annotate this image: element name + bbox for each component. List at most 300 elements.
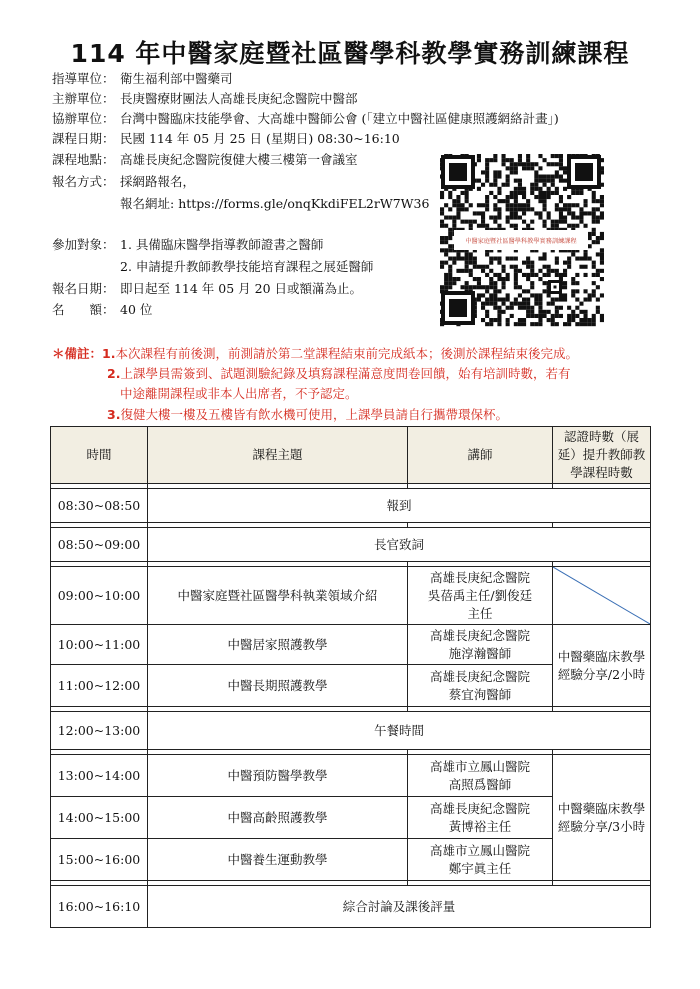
qr-module xyxy=(493,298,497,302)
qr-module xyxy=(477,203,481,207)
qr-module xyxy=(538,277,542,281)
qr-module xyxy=(452,220,456,224)
qr-code[interactable] xyxy=(438,152,604,328)
qr-module xyxy=(481,183,485,187)
qr-module xyxy=(575,306,579,310)
qr-module xyxy=(469,273,473,277)
hours-cell-2h: 中醫藥臨床教學經驗分享/2小時 xyxy=(553,625,651,707)
qr-module xyxy=(448,232,452,236)
qr-module xyxy=(559,207,563,211)
qr-module xyxy=(592,232,596,236)
qr-module xyxy=(440,207,444,211)
qr-module xyxy=(584,211,588,215)
qr-module xyxy=(543,257,547,261)
qr-module xyxy=(514,179,518,183)
empty-hours-cell xyxy=(553,567,651,625)
qr-module xyxy=(514,216,518,220)
qr-module xyxy=(530,273,534,277)
qr-module xyxy=(493,170,497,174)
qr-module xyxy=(584,298,588,302)
qr-module xyxy=(510,207,514,211)
qr-module xyxy=(485,175,489,179)
qr-module xyxy=(477,158,481,162)
qr-module xyxy=(502,285,506,289)
signup-link[interactable]: https://forms.gle/onqKkdiFEL2rW7W36 xyxy=(178,196,430,211)
qr-module xyxy=(510,195,514,199)
qr-module xyxy=(526,261,530,265)
qr-module xyxy=(465,281,469,285)
qr-module xyxy=(489,257,493,261)
qr-module xyxy=(461,220,465,224)
qr-module xyxy=(485,302,489,306)
qr-module xyxy=(543,179,547,183)
qr-module xyxy=(596,236,600,240)
qr-module xyxy=(497,261,501,265)
qr-module xyxy=(448,228,452,232)
qr-module xyxy=(551,162,555,166)
qr-module xyxy=(514,162,518,166)
qr-module xyxy=(547,211,551,215)
qr-module xyxy=(526,289,530,293)
qr-module xyxy=(452,261,456,265)
qr-module xyxy=(502,281,506,285)
qr-module xyxy=(522,207,526,211)
qr-module xyxy=(567,306,571,310)
qr-module xyxy=(543,281,547,285)
qr-module xyxy=(584,314,588,318)
qr-module xyxy=(526,162,530,166)
qr-module xyxy=(493,207,497,211)
qr-module xyxy=(579,257,583,261)
qr-module xyxy=(514,322,518,326)
qr-module xyxy=(485,166,489,170)
qr-module xyxy=(452,199,456,203)
qr-module xyxy=(440,285,444,289)
qr-module xyxy=(493,306,497,310)
qr-module xyxy=(518,216,522,220)
qr-module xyxy=(514,199,518,203)
qr-module xyxy=(444,248,448,252)
header-hours: 認證時數（展延）提升教師教學課程時數 xyxy=(553,427,651,484)
qr-module xyxy=(489,302,493,306)
table-row: 08:50~09:00 長官致詞 xyxy=(51,528,651,562)
qr-module xyxy=(526,310,530,314)
qr-module xyxy=(448,265,452,269)
qr-module xyxy=(526,199,530,203)
table-row: 08:30~08:50 報到 xyxy=(51,489,651,523)
qr-module xyxy=(530,207,534,211)
qr-module xyxy=(567,261,571,265)
qr-module xyxy=(485,273,489,277)
qr-module xyxy=(555,207,559,211)
qr-module xyxy=(510,166,514,170)
qr-module xyxy=(497,314,501,318)
qr-module xyxy=(592,273,596,277)
qr-module xyxy=(448,269,452,273)
qr-module xyxy=(522,322,526,326)
qr-module xyxy=(518,302,522,306)
qr-module xyxy=(575,216,579,220)
qr-module xyxy=(547,216,551,220)
qr-module xyxy=(543,158,547,162)
qr-module xyxy=(510,158,514,162)
qr-module xyxy=(448,191,452,195)
qr-module xyxy=(530,183,534,187)
qr-module xyxy=(571,252,575,256)
qr-module xyxy=(596,220,600,224)
qr-module xyxy=(522,162,526,166)
qr-module xyxy=(444,203,448,207)
qr-module xyxy=(514,195,518,199)
qr-module xyxy=(530,166,534,170)
qr-module xyxy=(579,207,583,211)
qr-module xyxy=(493,195,497,199)
qr-module xyxy=(444,285,448,289)
qr-module xyxy=(440,261,444,265)
qr-module xyxy=(592,191,596,195)
qr-module xyxy=(600,203,604,207)
qr-module xyxy=(510,211,514,215)
qr-module xyxy=(559,306,563,310)
qr-module xyxy=(485,224,489,228)
qr-module xyxy=(551,220,555,224)
qr-module xyxy=(563,322,567,326)
qr-module xyxy=(473,265,477,269)
qr-module xyxy=(444,216,448,220)
qr-module xyxy=(592,211,596,215)
note-1: ＊備註：1.本次課程有前後測，前測請於第二堂課程結束前完成紙本；後測於課程結束後完成。 xyxy=(52,346,578,361)
qr-module xyxy=(522,203,526,207)
qr-module xyxy=(485,199,489,203)
qr-module xyxy=(579,302,583,306)
note-3: 3.復健大樓一樓及五樓皆有飲水機可使用，上課學員請自行攜帶環保杯。 xyxy=(107,407,508,422)
info-signup: 報名方式： 採網路報名， xyxy=(52,174,196,189)
qr-module xyxy=(555,170,559,174)
qr-module xyxy=(518,207,522,211)
qr-module xyxy=(522,195,526,199)
qr-module xyxy=(452,203,456,207)
qr-module xyxy=(571,216,575,220)
qr-module xyxy=(526,203,530,207)
qr-module xyxy=(510,265,514,269)
qr-module xyxy=(493,257,497,261)
qr-module xyxy=(456,277,460,281)
qr-module xyxy=(555,257,559,261)
qr-module xyxy=(588,293,592,297)
qr-module xyxy=(534,302,538,306)
qr-module xyxy=(518,269,522,273)
qr-module xyxy=(448,236,452,240)
qr-module xyxy=(538,154,542,158)
qr-module xyxy=(543,175,547,179)
qr-module xyxy=(592,261,596,265)
info-date: 課程日期： 民國 114 年 05 月 25 日 (星期日) 08:30~16:10 xyxy=(52,131,400,146)
qr-module xyxy=(563,273,567,277)
qr-module xyxy=(506,158,510,162)
qr-module xyxy=(440,191,444,195)
qr-module xyxy=(489,261,493,265)
qr-module xyxy=(506,199,510,203)
qr-module xyxy=(600,314,604,318)
qr-module xyxy=(502,269,506,273)
table-row: 14:00~15:00 中醫高齡照護教學 高雄長庚紀念醫院 黃博裕主任 xyxy=(51,797,651,839)
qr-module xyxy=(518,154,522,158)
qr-module xyxy=(489,322,493,326)
qr-module xyxy=(452,216,456,220)
qr-module xyxy=(555,220,559,224)
qr-module xyxy=(592,314,596,318)
qr-module xyxy=(485,289,489,293)
qr-module xyxy=(592,281,596,285)
qr-module xyxy=(579,191,583,195)
qr-module xyxy=(440,195,444,199)
qr-module xyxy=(571,314,575,318)
qr-module xyxy=(514,166,518,170)
qr-module xyxy=(485,314,489,318)
qr-module xyxy=(510,216,514,220)
info-host: 主辦單位： 長庚醫療財團法人高雄長庚紀念醫院中醫部 xyxy=(52,91,358,106)
qr-module xyxy=(600,248,604,252)
table-row: 13:00~14:00 中醫預防醫學教學 高雄市立鳳山醫院 高照爲醫師 中醫藥臨床教學經驗分享/3小時 xyxy=(51,755,651,797)
info-target-1: 參加對象： 1. 具備臨床醫學指導教師證書之醫師 xyxy=(52,237,324,252)
qr-module xyxy=(600,261,604,265)
qr-module xyxy=(473,211,477,215)
qr-module xyxy=(555,162,559,166)
qr-module xyxy=(452,277,456,281)
qr-module xyxy=(469,261,473,265)
qr-module xyxy=(543,191,547,195)
qr-module xyxy=(584,199,588,203)
qr-module xyxy=(567,203,571,207)
qr-module xyxy=(485,179,489,183)
qr-module xyxy=(575,322,579,326)
qr-module xyxy=(502,265,506,269)
qr-module xyxy=(592,322,596,326)
qr-module xyxy=(440,265,444,269)
qr-module xyxy=(596,273,600,277)
qr-module xyxy=(514,191,518,195)
qr-module xyxy=(518,158,522,162)
qr-module xyxy=(575,298,579,302)
qr-module xyxy=(567,224,571,228)
qr-module xyxy=(485,162,489,166)
qr-module xyxy=(543,195,547,199)
qr-module xyxy=(592,265,596,269)
qr-module xyxy=(579,322,583,326)
qr-module xyxy=(518,203,522,207)
qr-module xyxy=(481,285,485,289)
qr-module xyxy=(526,154,530,158)
qr-module xyxy=(551,302,555,306)
qr-module xyxy=(444,281,448,285)
qr-module xyxy=(592,195,596,199)
qr-module xyxy=(588,236,592,240)
qr-module xyxy=(547,175,551,179)
qr-module xyxy=(551,179,555,183)
qr-module xyxy=(502,277,506,281)
qr-module xyxy=(456,207,460,211)
qr-module xyxy=(481,302,485,306)
qr-module xyxy=(600,232,604,236)
qr-module xyxy=(584,224,588,228)
qr-module xyxy=(497,318,501,322)
qr-module xyxy=(493,220,497,224)
qr-module xyxy=(555,269,559,273)
qr-module xyxy=(510,191,514,195)
qr-module xyxy=(555,298,559,302)
qr-module xyxy=(575,289,579,293)
qr-module xyxy=(506,195,510,199)
qr-module xyxy=(465,265,469,269)
qr-module xyxy=(477,224,481,228)
qr-module xyxy=(506,277,510,281)
schedule-table xyxy=(50,426,651,928)
qr-module xyxy=(555,314,559,318)
qr-module xyxy=(469,252,473,256)
qr-module xyxy=(596,252,600,256)
qr-module xyxy=(567,257,571,261)
qr-module xyxy=(534,183,538,187)
qr-module xyxy=(600,199,604,203)
qr-module xyxy=(489,281,493,285)
qr-module xyxy=(584,289,588,293)
qr-module xyxy=(461,269,465,273)
qr-module xyxy=(469,224,473,228)
qr-module xyxy=(579,318,583,322)
qr-module xyxy=(526,257,530,261)
qr-module xyxy=(510,306,514,310)
qr-module xyxy=(465,257,469,261)
qr-module xyxy=(477,154,481,158)
qr-module xyxy=(522,298,526,302)
qr-module xyxy=(571,310,575,314)
qr-module xyxy=(530,220,534,224)
qr-module xyxy=(588,322,592,326)
qr-module xyxy=(575,203,579,207)
qr-module xyxy=(567,207,571,211)
qr-module xyxy=(506,179,510,183)
qr-module xyxy=(559,158,563,162)
table-row: 09:00~10:00 中醫家庭暨社區醫學科執業領域介紹 高雄長庚紀念醫院 吳蓓禹主任/劉俊廷 主任 xyxy=(51,567,651,625)
qr-module xyxy=(465,220,469,224)
qr-module xyxy=(530,265,534,269)
qr-module xyxy=(497,277,501,281)
qr-module xyxy=(555,191,559,195)
qr-module xyxy=(497,298,501,302)
qr-module xyxy=(534,187,538,191)
qr-module xyxy=(477,277,481,281)
qr-module xyxy=(448,207,452,211)
qr-module xyxy=(543,310,547,314)
qr-module xyxy=(526,302,530,306)
qr-module xyxy=(469,257,473,261)
qr-module xyxy=(543,314,547,318)
qr-module xyxy=(485,170,489,174)
qr-module xyxy=(522,261,526,265)
qr-module xyxy=(481,318,485,322)
qr-module xyxy=(518,187,522,191)
qr-module xyxy=(538,187,542,191)
qr-module xyxy=(543,224,547,228)
qr-module xyxy=(575,314,579,318)
qr-module xyxy=(440,224,444,228)
qr-module xyxy=(551,154,555,158)
info-co-host: 協辦單位： 台灣中醫臨床技能學會、大高雄中醫師公會 (「建立中醫社區健康照護網絡計畫」) xyxy=(52,111,559,126)
qr-module xyxy=(497,207,501,211)
qr-module xyxy=(502,199,506,203)
qr-module xyxy=(555,310,559,314)
qr-module xyxy=(485,285,489,289)
qr-module xyxy=(473,257,477,261)
qr-module xyxy=(514,302,518,306)
qr-module xyxy=(538,293,542,297)
qr-module xyxy=(465,199,469,203)
qr-module xyxy=(559,273,563,277)
qr-module xyxy=(510,314,514,318)
qr-module xyxy=(485,265,489,269)
qr-module xyxy=(506,203,510,207)
qr-module xyxy=(506,220,510,224)
qr-module xyxy=(493,285,497,289)
hours-cell-3h: 中醫藥臨床教學經驗分享/3小時 xyxy=(553,755,651,881)
qr-module xyxy=(493,154,497,158)
qr-module xyxy=(514,273,518,277)
qr-module xyxy=(534,211,538,215)
qr-module xyxy=(584,265,588,269)
qr-module xyxy=(514,277,518,281)
qr-module xyxy=(518,191,522,195)
qr-module xyxy=(526,166,530,170)
qr-module xyxy=(506,293,510,297)
qr-module xyxy=(497,310,501,314)
qr-module xyxy=(461,207,465,211)
qr-module xyxy=(522,306,526,310)
qr-module xyxy=(567,314,571,318)
qr-module xyxy=(461,191,465,195)
qr-module xyxy=(506,257,510,261)
qr-module xyxy=(461,203,465,207)
qr-module xyxy=(448,277,452,281)
qr-module xyxy=(477,293,481,297)
qr-module xyxy=(465,207,469,211)
qr-module xyxy=(518,285,522,289)
qr-module xyxy=(543,203,547,207)
qr-module xyxy=(448,285,452,289)
qr-module xyxy=(456,195,460,199)
qr-module xyxy=(559,314,563,318)
qr-module xyxy=(469,285,473,289)
qr-module xyxy=(563,187,567,191)
qr-module xyxy=(456,252,460,256)
info-quota: 名 額： 40 位 xyxy=(52,302,153,317)
qr-module xyxy=(538,257,542,261)
qr-module xyxy=(559,166,563,170)
qr-module xyxy=(481,269,485,273)
qr-module xyxy=(510,224,514,228)
qr-code-image xyxy=(438,152,604,328)
qr-module xyxy=(559,293,563,297)
qr-module xyxy=(596,285,600,289)
qr-module xyxy=(493,302,497,306)
qr-module xyxy=(493,273,497,277)
qr-module xyxy=(547,269,551,273)
qr-module xyxy=(538,191,542,195)
qr-module xyxy=(555,187,559,191)
qr-module xyxy=(497,187,501,191)
qr-module xyxy=(575,224,579,228)
qr-module xyxy=(477,281,481,285)
qr-module xyxy=(518,179,522,183)
